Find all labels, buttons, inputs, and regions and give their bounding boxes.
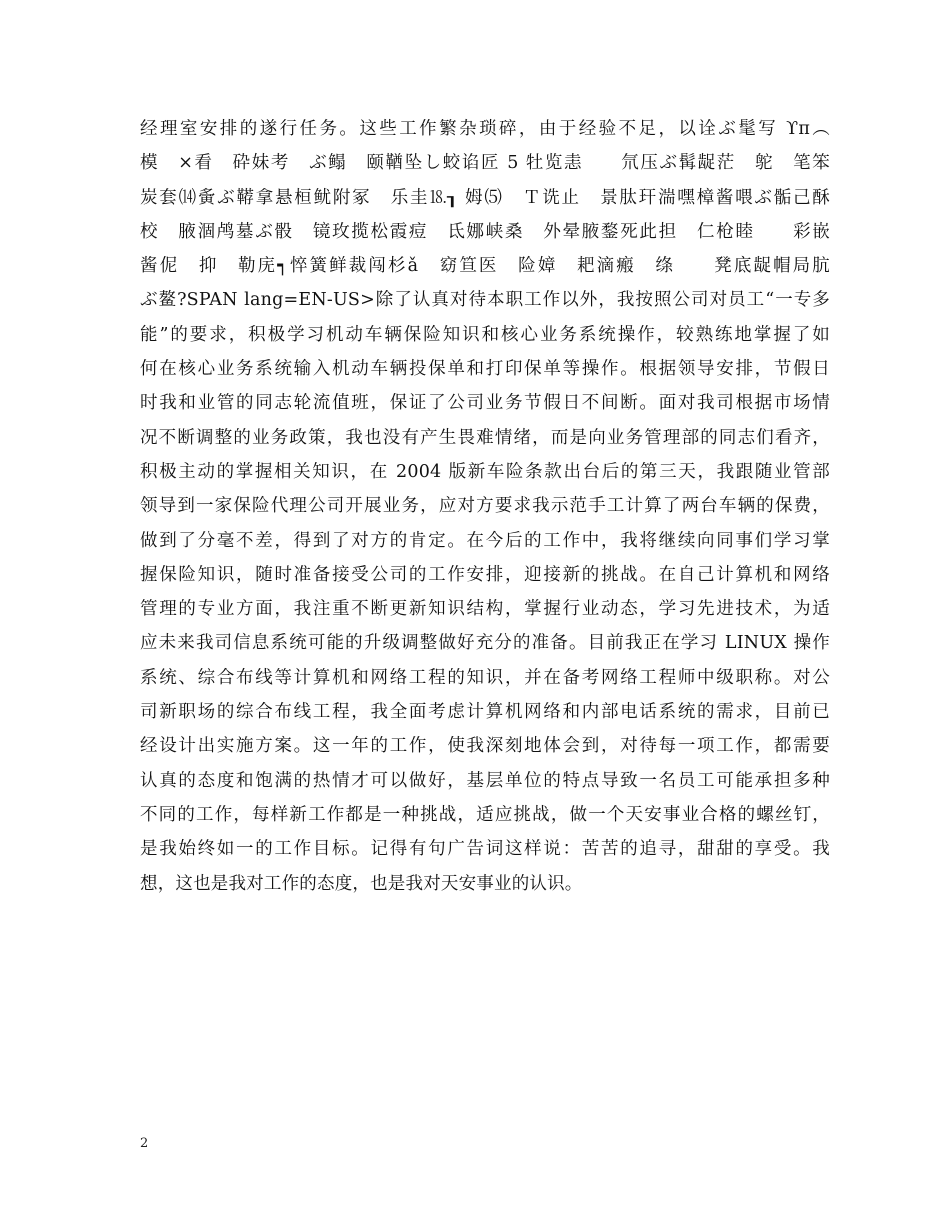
text-line: 能”的要求，积极学习机动车辆保险知识和核心业务系统操作，较熟练地掌握了如: [140, 324, 830, 345]
text-line: 炭套⒁夤ぶ鞯拿悬桓鱿附冢 乐圭⒙┒ 姆⑸ Ｔ诜止 景肽玕湍嘿樟酱喂ぶ骺己酥: [140, 187, 830, 208]
text-line: 认真的态度和饱满的热情才可以做好，基层单位的特点导致一名员工可能承担多种: [140, 770, 830, 791]
text-line: 做到了分毫不差，得到了对方的肯定。在今后的工作中，我将继续向同事们学习掌: [140, 530, 830, 551]
text-line: ぶ鳌?SPAN lang=EN-US>除了认真对待本职工作以外，我按照公司对员工“一专多: [140, 290, 830, 311]
text-line: 领导到一家保险代理公司开展业务，应对方要求我示范手工计算了两台车辆的保费，: [140, 496, 830, 517]
text-line: 积极主动的掌握相关知识，在 2004 版新车险条款出台后的第三天，我跟随业管部: [140, 461, 830, 482]
text-line: 管理的专业方面，我注重不断更新知识结构，掌握行业动态，学习先进技术，为适: [140, 599, 830, 620]
text-line: 系统、综合布线等计算机和网络工程的知识，并在备考网络工程师中级职称。对公: [140, 667, 830, 688]
text-line: 司新职场的综合布线工程，我全面考虑计算机网络和内部电话系统的需求，目前已: [140, 702, 830, 723]
text-line: 握保险知识，随时准备接受公司的工作安排，迎接新的挑战。在自己计算机和网络: [140, 564, 830, 585]
text-line: 况不断调整的业务政策，我也没有产生畏难情绪，而是向业务管理部的同志们看齐，: [140, 427, 830, 448]
text-line: 校 腋涸鸬墓ぶ骰 镜玫揽松霞痘 氐娜峡桑 外晕腋鍪死此担 仁枪睦 彩嵌: [140, 221, 830, 242]
text-line: 酱伲 抑 勒庑┑悴簧鲜裁闯杉ǎ 窈笪医 险嫜 耙滴瘢 绦 凳底龊帽局肮: [140, 256, 830, 277]
page-number: 2: [140, 1136, 149, 1151]
text-line: 不同的工作，每样新工作都是一种挑战，适应挑战，做一个天安事业合格的螺丝钉，: [140, 804, 830, 825]
text-line: 何在核心业务系统输入机动车辆投保单和打印保单等操作。根据领导安排，节假日: [140, 359, 830, 380]
text-line: 时我和业管的同志轮流值班，保证了公司业务节假日不间断。面对我司根据市场情: [140, 393, 830, 414]
text-line: 应未来我司信息系统可能的升级调整做好充分的准备。目前我正在学习 LINUX 操作: [140, 633, 830, 654]
text-line: 模 ×看 砕妹考 ぶ鳎 颐鞧坠し蛟谄匠 5 牡览恚 氘压ぶ髯龊茫 鸵 笔笨: [140, 153, 830, 174]
text-line-last: 想，这也是我对工作的态度，也是我对天安事业的认识。: [140, 873, 583, 894]
text-line: 经设计出实施方案。这一年的工作，使我深刻地体会到，对待每一项工作，都需要: [140, 736, 830, 757]
body-text: [140, 112, 830, 901]
text-line: 是我始终如一的工作目标。记得有句广告词这样说：苦苦的追寻，甜甜的享受。我: [140, 839, 830, 860]
text-line: 经理室安排的遂行任务。这些工作繁杂琐碎，由于经验不足，以诠ぶ髦写 ϒπ︵: [140, 119, 830, 139]
